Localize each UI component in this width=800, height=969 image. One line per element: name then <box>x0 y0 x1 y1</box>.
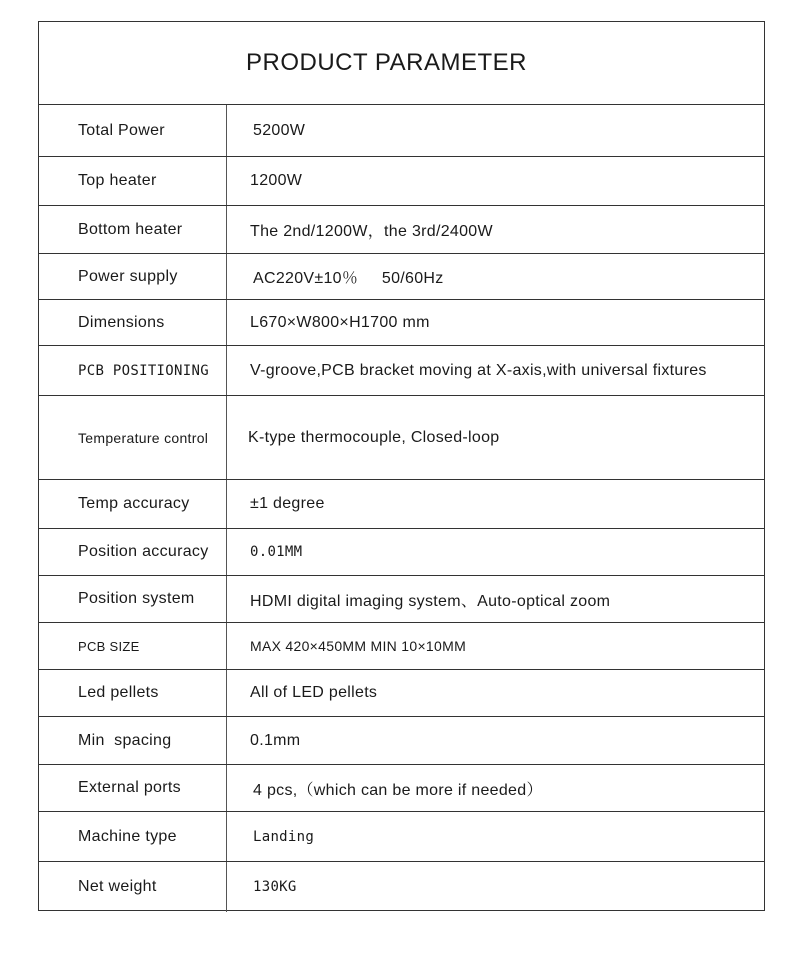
table-row-position-accuracy <box>39 529 764 576</box>
row-value: The 2nd/1200W，the 3rd/2400W <box>250 223 493 240</box>
row-label: PCB SIZE <box>39 623 227 669</box>
table-title: PRODUCT PARAMETER <box>246 49 527 76</box>
table-row-total-power <box>39 105 764 157</box>
table-row-temp-accuracy <box>39 480 764 529</box>
row-label: PCB POSITIONING <box>39 346 227 395</box>
row-value: 130KG <box>253 879 297 895</box>
table-row-temperature-control <box>39 396 764 480</box>
row-label: Dimensions <box>39 300 227 345</box>
table-header <box>39 22 764 105</box>
table-row-pcb-size <box>39 623 764 670</box>
row-value: All of LED pellets <box>250 684 378 701</box>
table-row-bottom-heater <box>39 206 764 254</box>
row-label: Total Power <box>39 105 227 156</box>
row-value: HDMI digital imaging system、Auto-optical zoom <box>250 592 611 610</box>
row-value: L670×W800×H1700 mm <box>250 313 430 331</box>
table-row-net-weight <box>39 862 764 912</box>
row-label: Position accuracy <box>39 529 227 575</box>
table-row-external-ports <box>39 765 764 812</box>
row-value: 4 pcs,（which can be more if needed） <box>253 781 543 799</box>
row-value: ±1 degree <box>250 495 325 512</box>
row-value: 1200W <box>250 172 303 189</box>
row-label: Power supply <box>39 254 227 299</box>
table-row-position-system <box>39 576 764 623</box>
row-label: Temp accuracy <box>39 480 227 528</box>
row-label: Position system <box>39 576 227 622</box>
row-label: External ports <box>39 765 227 811</box>
table-row-top-heater <box>39 157 764 206</box>
row-label: Bottom heater <box>39 206 227 253</box>
row-value: 0.1mm <box>250 731 301 749</box>
row-label: Top heater <box>39 157 227 205</box>
table-row-machine-type <box>39 812 764 862</box>
table-row-pcb-positioning <box>39 346 764 396</box>
table-row-power-supply <box>39 254 764 300</box>
row-value: AC220V±10％ 50/60Hz <box>253 270 444 287</box>
row-value: V-groove,PCB bracket moving at X-axis,with universal fixtures <box>250 361 707 379</box>
row-label: Machine type <box>39 812 227 861</box>
row-value: 5200W <box>253 121 306 139</box>
row-value: Landing <box>253 828 315 845</box>
row-label: Temperature control <box>39 396 227 479</box>
table-row-led-pellets <box>39 670 764 717</box>
row-value: MAX 420×450MM MIN 10×10MM <box>250 638 467 654</box>
row-value: K-type thermocouple, Closed-loop <box>248 428 500 446</box>
row-label: Led pellets <box>39 670 227 716</box>
row-label: Net weight <box>39 862 227 912</box>
product-parameter-table <box>38 21 765 911</box>
table-row-dimensions <box>39 300 764 346</box>
row-value: 0.01MM <box>250 544 303 560</box>
table-row-min-spacing <box>39 717 764 765</box>
row-label: Min spacing <box>39 717 227 764</box>
